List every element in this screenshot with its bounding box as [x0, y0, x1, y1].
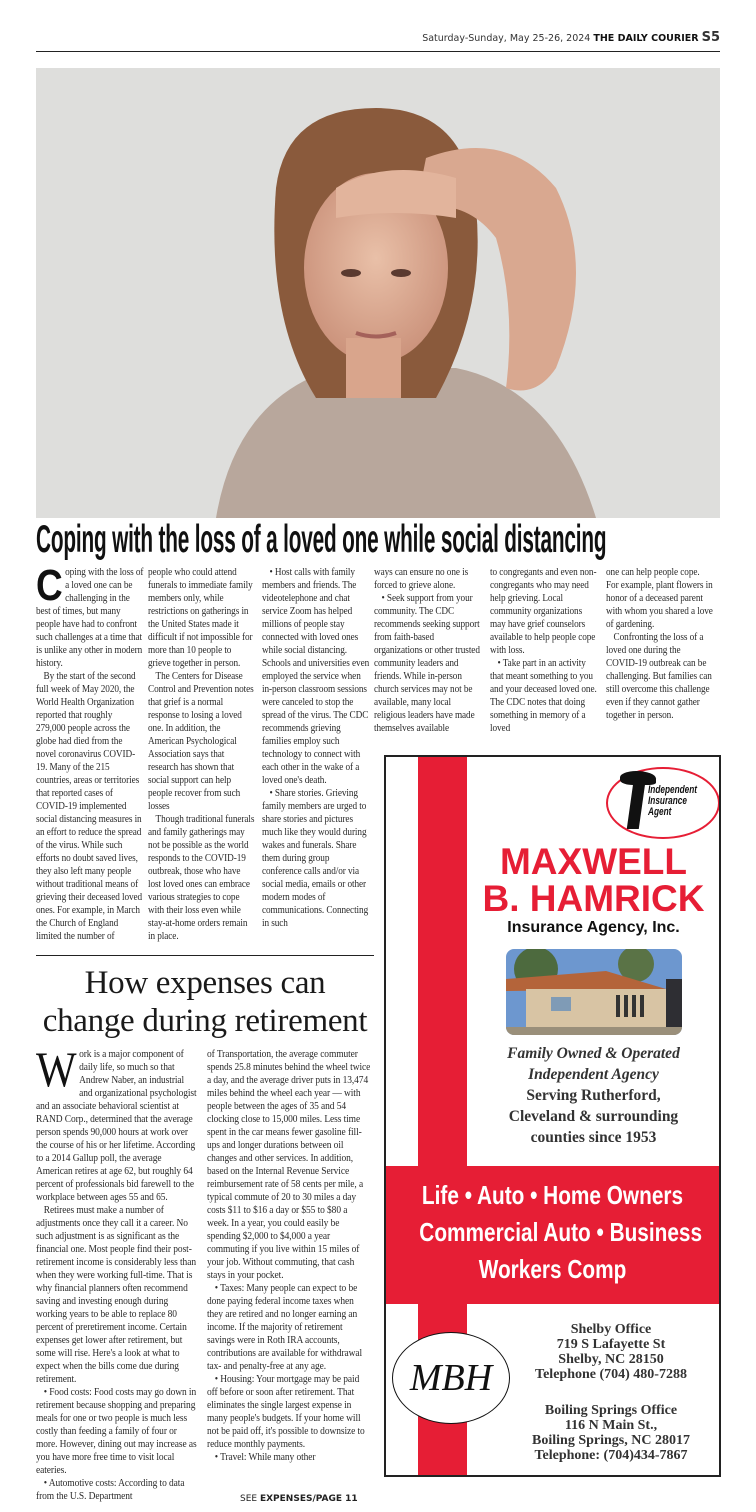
article1-column-1 — [36, 561, 144, 943]
independent-insurance-agent-logo — [606, 767, 720, 839]
drop-cap: C — [36, 561, 63, 610]
folio-paper: THE DAILY COURIER — [593, 33, 699, 44]
office-boiling-springs — [506, 1403, 716, 1463]
paragraph: • Food costs: Food costs may go down in retirement because shopping and preparing meals for one or two people is much less costly than feeding a family of four or more. However, dining out may increase as you have more free time to visit local eateries. — [36, 1386, 197, 1476]
paragraph: By the start of the second full week of May 2020, the World Health Organization reported that roughly 279,000 people across the globe had died from the novel coronavirus COVID-19. Many of the 215 countries, areas or territories that reported cases of COVID-19 implemented social distancing measures in an effort to reduce the spread of the virus. While such efforts no doubt saved lives, they also left many people without traditional means of grieving their deceased loved ones. For example, in March the Church of England limited the number of — [36, 670, 143, 942]
article2-column-1 — [36, 1041, 199, 1503]
paragraph: Retirees must make a number of adjustments once they call it a career. No such adjustment is as significant as the financial one. Most people find their post-retirement income is considerably less than when they were working full-time. That is why financial planners often recommend saving and investing enough during working years to be able to replace 80 percent of preretirement income. Certain expenses get lower after retirement, but some will rise. Here's a look at what to expect when the bills come due during retirement. — [36, 1204, 196, 1385]
paragraph: • Seek support from your community. The CDC recommends seeking support from faith-based organizations or other trusted community leaders and friends. While in-person church services may not be available, many local religious leaders have made themselves available — [374, 592, 480, 734]
paragraph: one can help people cope. For example, plant flowers in honor of a deceased parent with whom you shared a love of gardening. — [606, 566, 713, 630]
jump-target[interactable]: EXPENSES/PAGE 11 — [259, 1494, 358, 1504]
coverage-line: Workers Comp — [478, 1254, 627, 1284]
paragraph: • Automotive costs: According to data from the U.S. Department — [36, 1477, 185, 1502]
mbh-monogram-logo: MBH — [392, 1332, 510, 1424]
office-city: Boiling Springs, NC 28017 — [532, 1433, 690, 1448]
paragraph: of Transportation, the average commuter spends 25.8 minutes behind the wheel twice a day, and the average driver puts in 13,474 miles behind the wheel each year — with people between the ages of 35 and 54 clocking close to 15,000 miles. Less time spent in the car means fewer gasoline fill-ups and longer durations between oil changes and other services. In addition, based on the Internal Revenue Service reimbursement rate of 58 cents per mile, a typical commute of 20 to 30 miles a day costs $11 to $16 a day or $55 to $80 a week. In a year, you could easily be spending $2,000 to $4,000 a year commuting if you live within 15 miles of your job. Without commuting, that cash stays in your pocket. — [207, 1048, 371, 1281]
paragraph: to congregants and even non-congregants who may need help grieving. Local community organizations may have grief counselors available to help people cope with loss. — [490, 566, 597, 656]
article1-column-4 — [374, 566, 482, 735]
section-rule — [36, 955, 374, 956]
paragraph: • Take part in an activity that meant something to you and your deceased loved one. The CDC notes that doing something in memory of a loved — [490, 657, 597, 734]
paragraph: • Share stories. Grieving family members are urged to share stories and pictures much like they would during wakes and funerals. Share them during group conference calls and/or via social media, emails or other modern modes of communications. Connecting in such — [262, 787, 369, 929]
paragraph: ork is a major component of daily life, so much so that Andrew Naber, an industrial and organizational psychologist and an associate behavioral scientist at RAND Corp., determined that the average person spends 90,000 hours at work over the course of his or her lifetime. According to a 2014 Gallup poll, the average American retires at age 62, but roughly 64 percent of professionals bid farewell to the workplace between ages 55 and 65. — [36, 1048, 197, 1203]
agency-name — [468, 843, 719, 917]
paragraph: • Taxes: Many people can expect to be done paying federal income taxes when they are retired and no longer earning an income. If the majority of retirement savings were in Roth IRA accounts, contributions are available for withdrawal tax- and penalty-free at any age. — [207, 1282, 363, 1372]
paragraph: people who could attend funerals to immediate family members only, while restrictions on gatherings in the United States made it difficult if not impossible for more than 10 people to grieve together in person. — [148, 566, 253, 669]
agency-subtitle: Insurance Agency, Inc. — [507, 919, 680, 936]
article2-column-2 — [207, 1048, 370, 1464]
jump-see: SEE — [240, 1494, 258, 1504]
article1-column-6 — [606, 566, 714, 722]
article1-column-3 — [262, 566, 370, 930]
badge-line: Agent — [648, 806, 672, 818]
agency-name-line2: B. HAMRICK — [482, 878, 705, 919]
coverage-lines — [386, 1177, 719, 1288]
office-phone: Telephone: (704)434-7867 — [534, 1448, 688, 1463]
page-folio — [422, 30, 720, 45]
paragraph: ways can ensure no one is forced to grieve alone. — [374, 566, 469, 591]
top-rule — [36, 51, 720, 52]
paragraph: • Housing: Your mortgage may be paid off before or soon after retirement. That eliminates the single largest expense in many people's budgets. If your home will not be paid off, it's possible to downsize to reduce monthly payments. — [207, 1373, 365, 1450]
badge-line: Independent — [648, 784, 698, 796]
headline-coping-text: Coping with the loss of a loved one while social distancing — [36, 518, 607, 561]
paragraph: oping with the loss of a loved one can be challenging in the best of times, but many people have had to confront such challenges at a time that is unlike any other in modern history. — [36, 566, 144, 669]
article-photo-grieving-woman — [36, 68, 720, 518]
badge-line: Insurance — [648, 795, 687, 807]
jump-line[interactable] — [240, 1494, 358, 1504]
paragraph: • Travel: While many other — [214, 1451, 316, 1463]
office-address: 719 S Lafayette St — [556, 1337, 666, 1352]
paragraph: The Centers for Disease Control and Prevention notes that grief is a normal response to losing a loved one. In addition, the American Psychological Association says that research has shown that social support can help people recover from such losses — [148, 670, 254, 812]
badge-text — [648, 785, 697, 818]
agency-tagline — [468, 1043, 719, 1148]
folio-page: S5 — [701, 30, 720, 45]
headline-expenses: How expenses can change during retirement — [42, 965, 368, 1039]
tagline-line: Serving Rutherford, — [526, 1087, 661, 1104]
i-logo-icon — [627, 783, 645, 829]
office-address: 116 N Main St., — [564, 1418, 658, 1433]
coverage-line: Commercial Auto • Business — [419, 1217, 703, 1247]
paragraph: • Host calls with family members and friends. The videotelephone and chat service Zoom has helped millions of people stay connected with loved ones while social distancing. Schools and universities even employed the service when in-person classroom sessions were canceled to stop the spread of the virus. The CDC recommends grieving families employ such technology to connect with each other in the wake of a loved one's death. — [262, 566, 370, 786]
agency-name-line1: MAXWELL — [499, 841, 688, 882]
folio-date: Saturday-Sunday, May 25-26, 2024 — [422, 33, 591, 44]
insurance-advertisement — [384, 755, 721, 1477]
office-building-photo — [506, 949, 682, 1035]
office-name: Shelby Office — [570, 1322, 652, 1337]
tagline-line: counties since 1953 — [530, 1129, 657, 1146]
drop-cap: W — [36, 1041, 77, 1097]
tagline-line: Family Owned & Operated — [507, 1045, 680, 1062]
office-shelby — [506, 1322, 716, 1382]
paragraph: Confronting the loss of a loved one during the COVID-19 outbreak can be challenging. But families can still overcome this challenge even if they cannot gather together in person. — [606, 631, 712, 721]
tagline-line: Cleveland & surrounding — [508, 1108, 679, 1125]
article1-column-2 — [148, 566, 256, 943]
office-phone: Telephone (704) 480-7288 — [535, 1367, 687, 1382]
coverage-line: Life • Auto • Home Owners — [421, 1180, 684, 1210]
office-name: Boiling Springs Office — [544, 1403, 678, 1418]
office-city: Shelby, NC 28150 — [558, 1352, 664, 1367]
paragraph: Though traditional funerals and family gatherings may not be possible as the world responds to the COVID-19 outbreak, those who have lost loved ones can embrace various strategies to cope with their loss even while stay-at-home orders remain in place. — [148, 813, 255, 942]
headline-coping — [36, 520, 720, 560]
article1-column-5 — [490, 566, 598, 735]
tagline-line: Independent Agency — [528, 1066, 659, 1083]
